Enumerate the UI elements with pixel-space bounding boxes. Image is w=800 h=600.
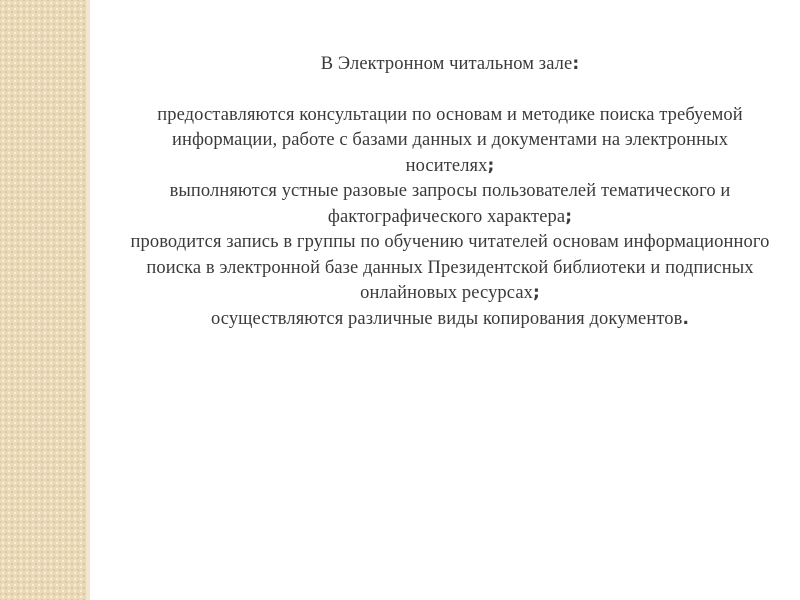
service-item-end: ;: [532, 283, 540, 303]
service-item-text: выполняются устные разовые запросы пользователей тематического и фактографического характера: [169, 181, 731, 227]
decorative-side-strip: [0, 0, 86, 600]
service-list: [130, 103, 770, 333]
service-item-training: [130, 230, 770, 307]
service-item-copying: [130, 307, 770, 333]
slide-title: [130, 52, 770, 78]
side-strip-edge: [86, 0, 90, 600]
service-item-end: ;: [565, 206, 573, 227]
service-item-text: осуществляются различные виды копирования документов: [210, 308, 683, 329]
slide-text-block: [130, 52, 770, 332]
service-item-consultations: [130, 103, 770, 180]
service-item-text: предоставляются консультации по основам и методике поиска требуемой информации, работе с базами данных и документами на электронных носителях: [157, 104, 743, 176]
service-item-end: ;: [487, 155, 495, 176]
slide-title-text: В Электронном читальном зале: [320, 54, 573, 74]
service-item-end: .: [682, 308, 690, 329]
service-item-requests: [130, 179, 770, 230]
service-item-text: проводится запись в группы по обучению читателей основам информационного поиска в электронной базе данных Президентской библиотеки и подписных онлайновых ресурсах: [130, 232, 770, 303]
slide-title-colon: :: [572, 54, 580, 74]
